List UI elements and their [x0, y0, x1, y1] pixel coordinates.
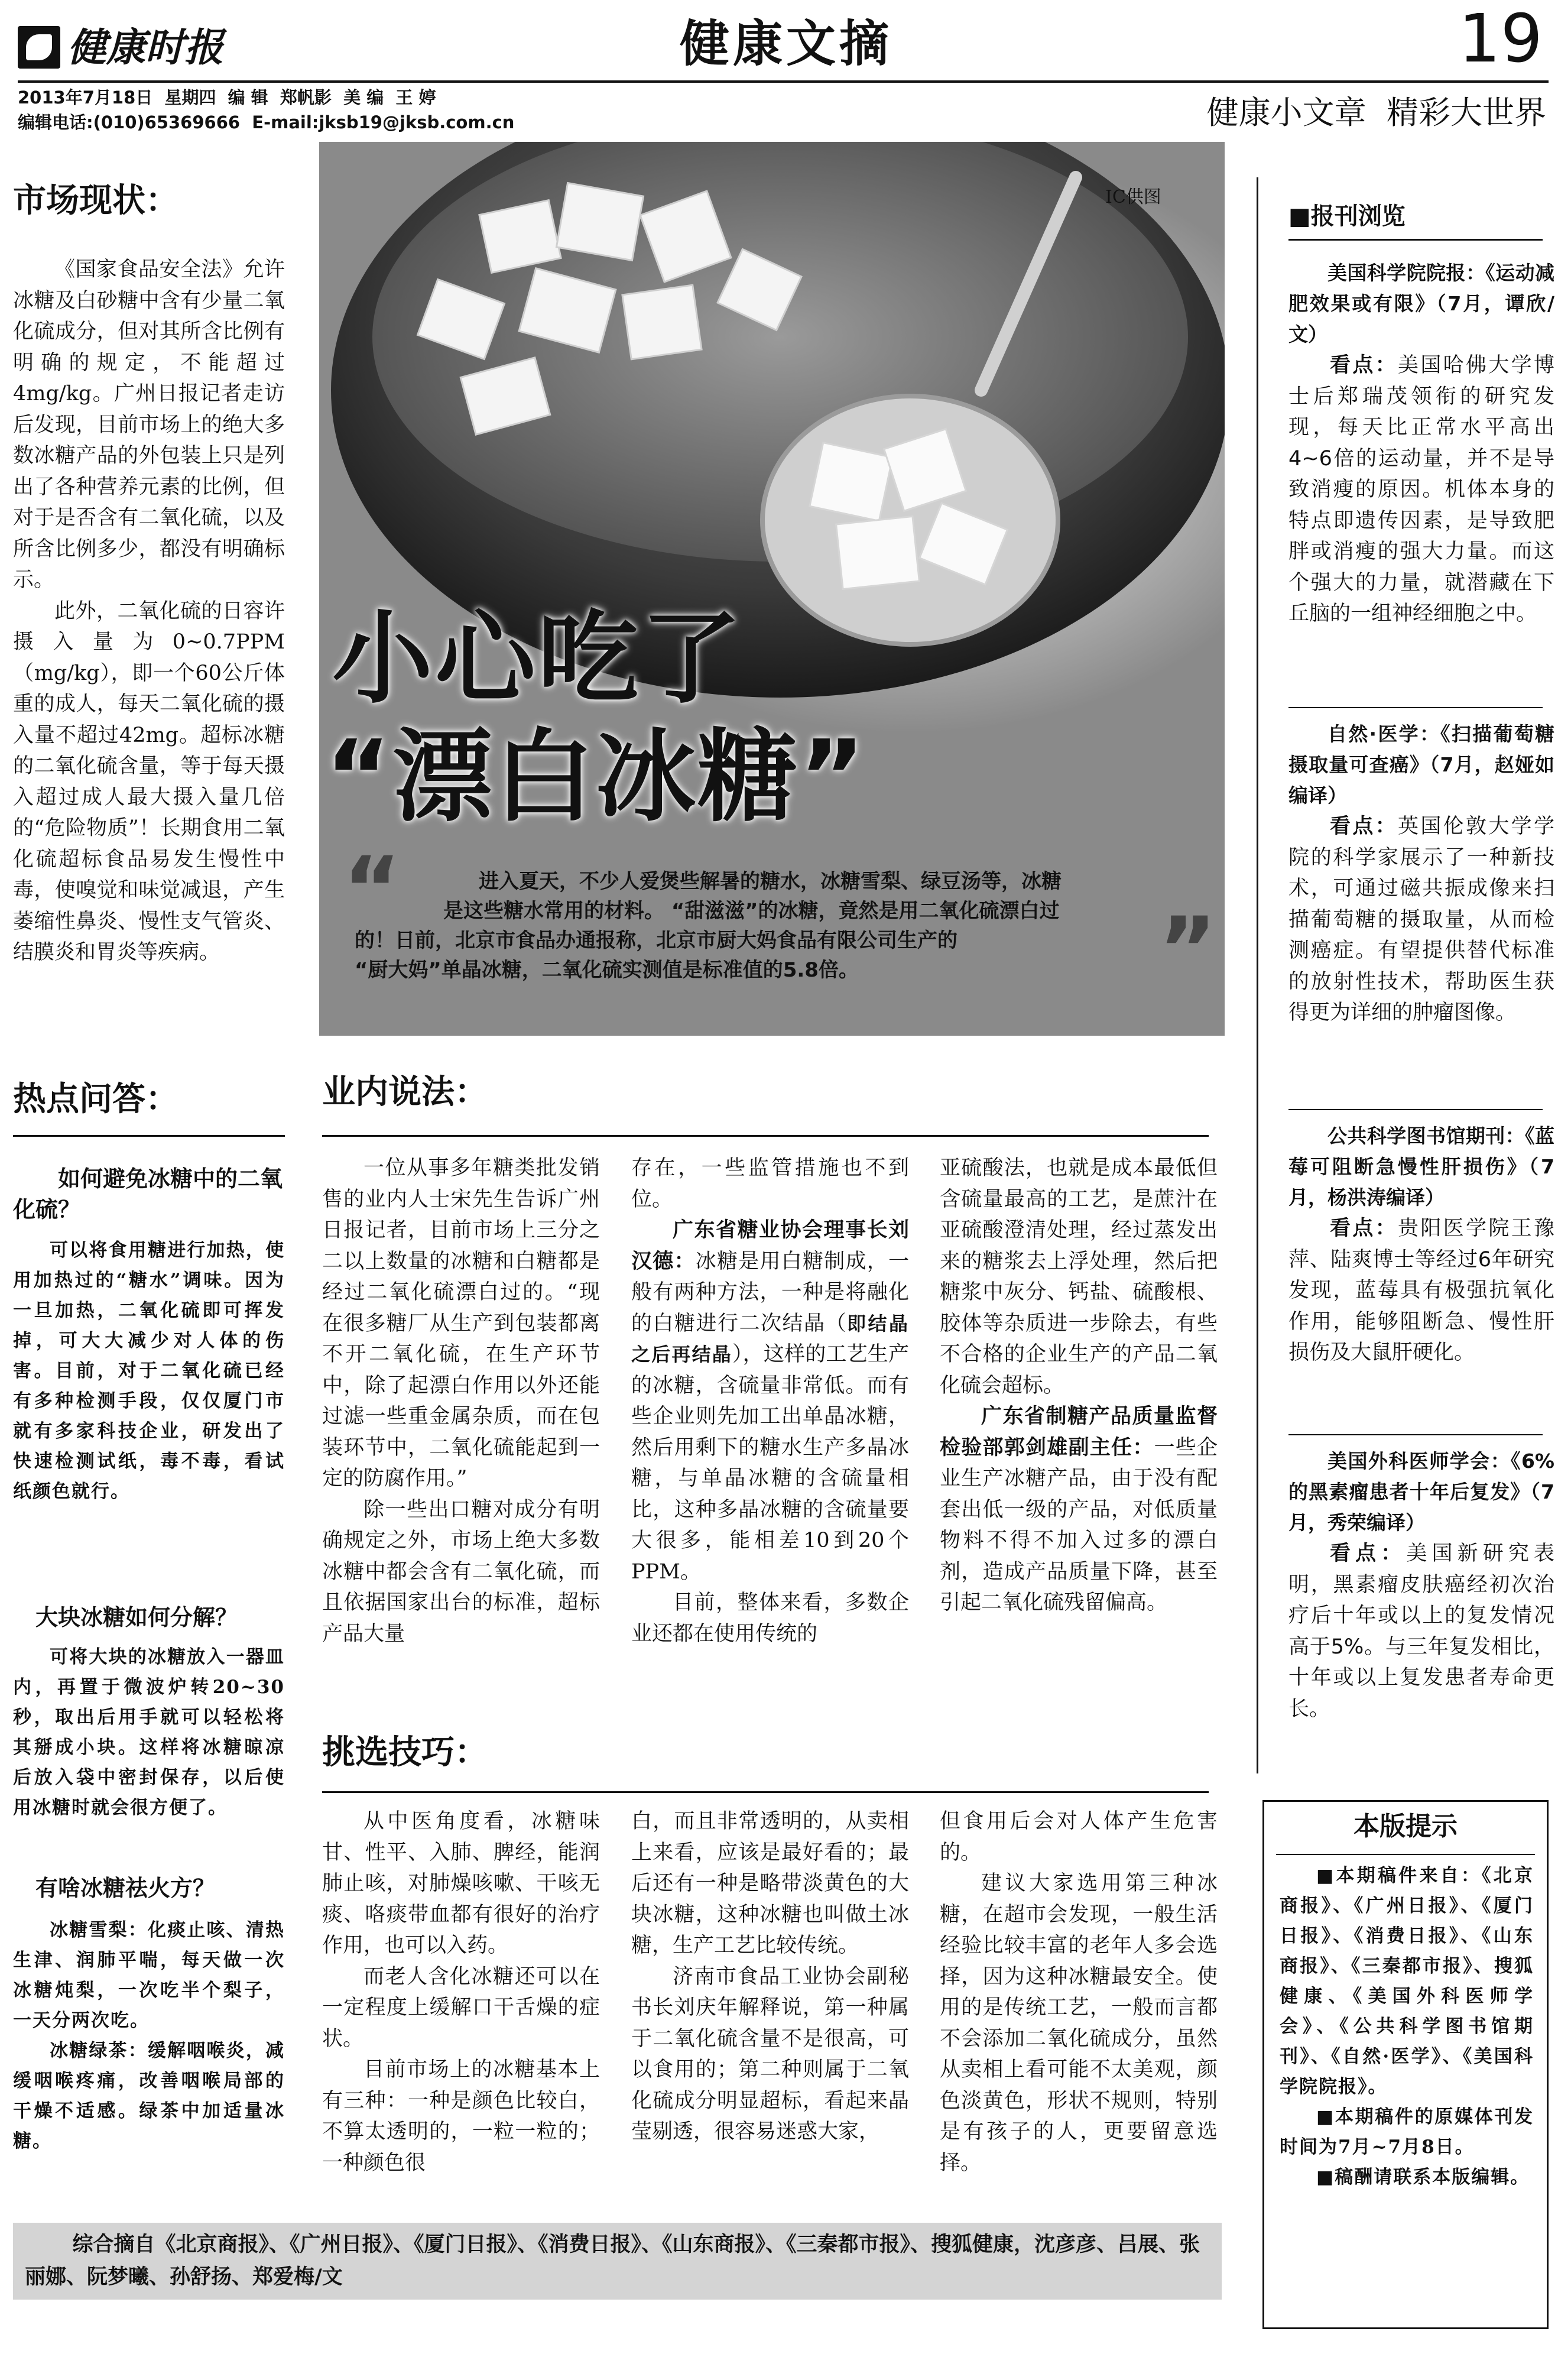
- source-text: 综合摘自《北京商报》、《广州日报》、《厦门日报》、《消费日报》、《山东商报》、《三秦都市报》、搜狐健康，沈彦彦、吕展、张丽娜、阮梦曦、孙舒扬、郑爱梅/文: [25, 2233, 1200, 2289]
- date-line: 2013年7月18日 星期四 编 辑 郑帆影 美 编 王 婷: [18, 87, 436, 108]
- browse-rule: [1288, 239, 1543, 241]
- quote-open-icon: “: [343, 838, 401, 941]
- page-number: 19: [1458, 1, 1543, 77]
- browse-item: [1288, 1121, 1554, 1369]
- lead-line-3: 的！日前，北京市食品办通报称，北京市厨大妈食品有限公司生产的: [355, 929, 957, 952]
- market-section: [13, 177, 285, 968]
- tips-col-2: [631, 1806, 909, 2148]
- industry-paragraph: 一位从事多年糖类批发销售的业内人士宋先生告诉广州日报记者，目前市场上三分之二以上数量的冰糖和白糖都是经过二氧化硫漂白过的。“现在很多糖厂从生产到包装都离不开二氧化硫，在生产环节中，除了起漂白作用以外还能过滤一些重金属杂质，而在包装环节中，二氧化硫能起到一定的防腐作用。”: [322, 1156, 600, 1490]
- speaker-label: 广东省糖业协会理事长刘汉德：: [631, 1218, 909, 1273]
- right-column-divider: [1257, 177, 1258, 1773]
- tips-rule: [322, 1791, 1209, 1793]
- notice-paragraph: ■稿酬请联系本版编辑。: [1316, 2167, 1530, 2188]
- market-paragraph: 《国家食品安全法》允许冰糖及白砂糖中含有少量二氧化硫成分，但对其所含比例有明确的规定，不能超过4mg/kg。广州日报记者走访后发现，目前市场上的绝大多数冰糖产品的外包装上只是列出了各种营养元素的比例，但对于是否含有二氧化硫，以及所含比例多少，都没有明确标示。: [13, 258, 285, 592]
- notice-rule: [1276, 1854, 1535, 1855]
- qa-answer: 可将大块的冰糖放入一器皿内，再置于微波炉转20~30秒，取出后用手就可以轻松将其掰成小块。这样将冰糖晾凉后放入袋中密封保存，以后使用冰糖时就会很方便了。: [13, 1646, 285, 1818]
- industry-paragraph: 目前，整体来看，多数企业还都在使用传统的: [631, 1591, 909, 1646]
- browse-item: [1288, 1446, 1554, 1724]
- industry-paragraph: 广东省糖业协会理事长刘汉德：冰糖是用白糖制成，一般有两种方法，一种是将融化的白糖进行二次结晶（即结晶之后再结晶），这样的工艺生产的冰糖，含硫量非常低。而有些企业则先加工出单晶冰糖，然后用剩下的糖水生产多晶冰糖，与单晶冰糖的含硫量相比，这种多晶冰糖的含硫量要大很多，能相差10到20个PPM。: [631, 1218, 909, 1584]
- browse-rule: [1288, 1109, 1543, 1110]
- industry-heading: 业内说法：: [322, 1073, 488, 1111]
- lead-line-2: 是这些糖水常用的材料。 “甜滋滋”的冰糖，竟然是用二氧化硫漂白过: [443, 899, 1060, 923]
- masthead-rule: [18, 80, 1549, 83]
- qa-question: 如何避免冰糖中的二氧化硫？: [13, 1166, 283, 1223]
- industry-paragraph: 广东省制糖产品质量监督检验部郭剑雄副主任：一些企业生产冰糖产品，由于没有配套出低一级的产品，对低质量物料不得不加入过多的漂白剂，造成产品质量下降，甚至引起二氧化硫残留偏高。: [940, 1405, 1218, 1614]
- browse-item-title: 公共科学图书馆期刊：《蓝莓可阻断急慢性肝损伤》（7月，杨洪涛编译）: [1288, 1124, 1554, 1209]
- browse-item-body: 看点：美国哈佛大学博士后郑瑞茂领衔的研究发现，每天比正常水平高出4~6倍的运动量，并不是导致消瘦的原因。机体本身的特点即遗传因素，是导致肥胖或消瘦的强大力量。而这个强大的力量，就潜藏在下丘脑的一组神经细胞之中。: [1288, 354, 1554, 625]
- browse-heading: ■报刊浏览: [1288, 203, 1406, 230]
- industry-paragraph: 亚硫酸法，也就是成本最低但含硫量最高的工艺，是蔗汁在亚硫酸澄清处理，经过蒸发出来的糖浆去上浮处理，然后把糖浆中灰分、钙盐、硫酸根、胶体等杂质进一步除去，有些不合格的企业生产的产品二氧化硫会超标。: [940, 1156, 1218, 1397]
- contact-line: 编辑电话:(010)65369666 E-mail:jksb19@jksb.com.cn: [18, 112, 515, 132]
- industry-col-1: [322, 1153, 600, 1649]
- notice-heading: 本版提示: [1353, 1811, 1458, 1841]
- qa-rule: [13, 1135, 285, 1137]
- lead-line-1: 进入夏天，不少人爱煲些解暑的糖水，冰糖雪梨、绿豆汤等，冰糖: [479, 870, 1062, 893]
- masthead: [0, 0, 1558, 142]
- logo-mark-icon: [18, 26, 60, 69]
- tips-col-3: [940, 1806, 1218, 2178]
- headline-line2: “漂白冰糖”: [325, 719, 866, 836]
- tips-paragraph: 而老人含化冰糖还可以在一定程度上缓解口干舌燥的症状。: [322, 1964, 600, 2051]
- browse-section: [1288, 199, 1554, 1721]
- industry-col-2: [631, 1153, 909, 1649]
- photo-credit: IC供图: [1105, 187, 1161, 207]
- industry-paragraph: 存在，一些监管措施也不到位。: [631, 1156, 909, 1211]
- browse-item: [1288, 258, 1554, 630]
- tips-paragraph: 白，而且非常透明的，从卖相上来看，应该是最好看的；最后还有一种是略带淡黄色的大块冰糖，这种冰糖也叫做土冰糖，生产工艺比较传统。: [631, 1810, 909, 1957]
- notice-body: [1280, 1861, 1534, 2193]
- tips-paragraph: 济南市食品工业协会副秘书长刘庆年解释说，第一种属于二氧化硫含量不是很高，可以食用的；第二种则属于二氧化硫成分明显超标，看起来晶莹剔透，很容易迷惑大家，: [631, 1964, 909, 2144]
- browse-item-title: 美国外科医师学会：《6%的黑素瘤患者十年后复发》（7月，秀荣编译）: [1288, 1450, 1554, 1534]
- market-heading: 市场现状：: [13, 181, 178, 220]
- qa-question: 有啥冰糖祛火方？: [35, 1875, 216, 1901]
- slogan: 健康小文章 精彩大世界: [1206, 94, 1546, 131]
- browse-item-body: 看点：英国伦敦大学学院的科学家展示了一种新技术，可通过磁共振成像来扫描葡萄糖的摄取量，从而检测癌症。有望提供替代标准的放射性技术，帮助医生获得更为详细的肿瘤图像。: [1288, 815, 1554, 1024]
- industry-rule: [322, 1135, 1209, 1137]
- browse-item-title: 美国科学院院报：《运动减肥效果或有限》（7月，谭欣/文）: [1288, 261, 1554, 346]
- logo: [18, 24, 242, 71]
- industry-col-3: [940, 1153, 1218, 1619]
- browse-item-body: 看点：贵阳医学院王豫萍、陆爽博士等经过6年研究发现，蓝莓具有极强抗氧化作用，能够阻断急、慢性肝损伤及大鼠肝硬化。: [1288, 1217, 1554, 1364]
- headline-line1: 小心吃了: [332, 601, 744, 718]
- browse-rule: [1288, 707, 1543, 708]
- feature-photo: [319, 142, 1225, 1036]
- tips-heading: 挑选技巧：: [322, 1733, 488, 1772]
- quote-close-icon: ”: [1158, 899, 1217, 1001]
- tips-paragraph: 目前市场上的冰糖基本上有三种：一种是颜色比较白，不算太透明的，一粒一粒的；一种颜色很: [322, 2058, 600, 2175]
- tips-col-1: [322, 1806, 600, 2178]
- browse-item: [1288, 719, 1554, 1029]
- logo-text: 健康时报: [67, 24, 223, 70]
- market-body: [13, 254, 285, 968]
- qa-heading: 热点问答：: [13, 1080, 178, 1118]
- qa-answer: 冰糖雪梨：化痰止咳、清热生津、润肺平喘，每天做一次冰糖炖梨，一次吃半个梨子，一天分两次吃。: [13, 1919, 285, 2031]
- notice-box: [1262, 1800, 1549, 2329]
- qa-answer: 冰糖绿茶：缓解咽喉炎，减缓咽喉疼痛，改善咽喉局部的干燥不适感。绿茶中加适量冰糖。: [13, 2040, 285, 2152]
- notice-paragraph: ■本期稿件来自：《北京商报》、《广州日报》、《厦门日报》、《消费日报》、《山东商报》、《三秦都市报》、搜狐健康、《美国外科医师学会》、《公共科学图书馆期刊》、《自然·医学》、《美国科学院院报》。: [1280, 1865, 1534, 2097]
- tips-paragraph: 建议大家选用第三种冰糖，在超市会发现，一般生活经验比较丰富的老年人多会选择，因为这种冰糖最安全。使用的是传统工艺，一般而言都不会添加二氧化硫成分，虽然从卖相上看可能不太美观，颜色淡黄色，形状不规则，特别是有孩子的人，更要留意选择。: [940, 1872, 1218, 2175]
- lead-line-4: “厨大妈”单晶冰糖，二氧化硫实测值是标准值的5.8倍。: [355, 958, 859, 982]
- source-bar: [13, 2223, 1222, 2300]
- industry-paragraph: 除一些出口糖对成分有明确规定之外，市场上绝大多数冰糖中都会含有二氧化硫，而且依据国家出台的标准，超标产品大量: [322, 1497, 600, 1646]
- browse-item-title: 自然·医学：《扫描葡萄糖摄取量可查癌》（7月，赵娅如编译）: [1288, 722, 1554, 807]
- notice-paragraph: ■本期稿件的原媒体刊发时间为7月~7月8日。: [1280, 2106, 1534, 2158]
- market-paragraph: 此外，二氧化硫的日容许摄入量为0~0.7PPM（mg/kg），即一个60公斤体重的成人，每天二氧化硫的摄入量不超过42mg。超标冰糖的二氧化硫含量，等于每天摄入超过成人最大摄入量几倍的“危险物质”！长期食用二氧化硫超标食品易发生慢性中毒，使嗅觉和味觉减退，产生萎缩性鼻炎、慢性支气管炎、结膜炎和胃炎等疾病。: [13, 599, 285, 964]
- tips-paragraph: 从中医角度看，冰糖味甘、性平、入肺、脾经，能润肺止咳，对肺燥咳嗽、干咳无痰、咯痰带血都有很好的治疗作用，也可以入药。: [322, 1810, 600, 1957]
- speaker-label: 广东省制糖产品质量监督检验部郭剑雄副主任：: [940, 1405, 1218, 1460]
- qa-question: 大块冰糖如何分解？: [35, 1604, 238, 1630]
- browse-item-body: 看点：美国新研究表明，黑素瘤皮肤癌经初次治疗后十年或以上的复发情况高于5%。与三年复发相比，十年或以上复发患者寿命更长。: [1288, 1542, 1554, 1721]
- qa-section: [13, 1076, 285, 2152]
- qa-answer: 可以将食用糖进行加热，使用加热过的“糖水”调味。因为一旦加热，二氧化硫即可挥发掉，可大大减少对人体的伤害。目前，对于二氧化硫已经有多种检测手段，仅仅厦门市就有多家科技企业，研发出了快速检测试纸，毒不毒，看试纸颜色就行。: [13, 1240, 285, 1502]
- tips-paragraph: 但食用后会对人体产生危害的。: [940, 1810, 1218, 1865]
- section-title: 健康文摘: [679, 15, 892, 73]
- lead-block: [337, 838, 1217, 1027]
- browse-rule: [1288, 1434, 1543, 1435]
